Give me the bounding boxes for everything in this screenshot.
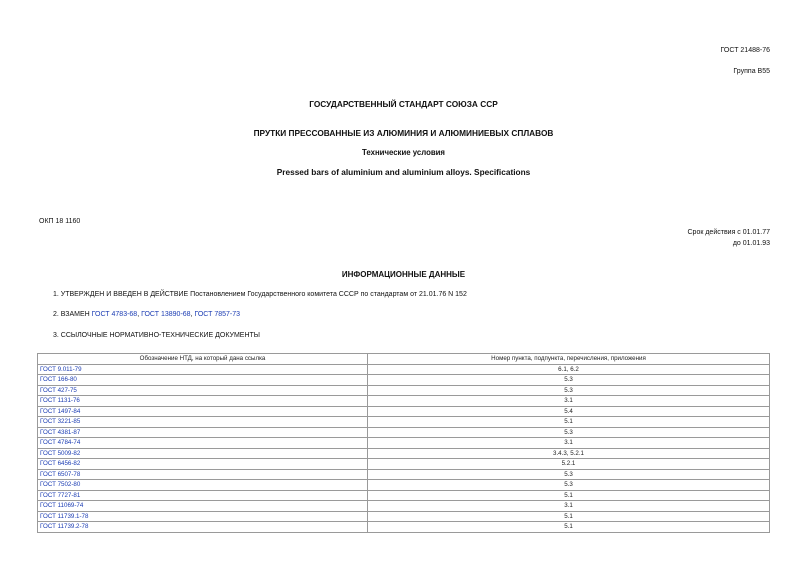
reference-documents-table	[37, 353, 770, 533]
ntd-cell	[38, 522, 368, 533]
gost-link[interactable]: ГОСТ 7502-80	[40, 481, 81, 488]
table-row	[38, 438, 770, 449]
table-row	[38, 522, 770, 533]
ntd-cell	[38, 406, 368, 417]
table-row	[38, 396, 770, 407]
table-row	[38, 490, 770, 501]
clause-cell: 5.4	[368, 406, 770, 417]
validity-to: до 01.01.93	[732, 240, 770, 247]
gost-link[interactable]: ГОСТ 11739.2-78	[40, 523, 89, 530]
gost-link[interactable]: ГОСТ 4784-74	[40, 439, 81, 446]
ntd-cell	[38, 417, 368, 428]
table-row	[38, 511, 770, 522]
ntd-cell	[38, 511, 368, 522]
clause-cell: 5.2.1	[368, 459, 770, 470]
replaced-gost-link[interactable]: ГОСТ 13890-68	[141, 311, 191, 318]
clause-cell: 5.3	[368, 375, 770, 386]
document-subtitle: Технические условия	[362, 148, 445, 157]
clause-cell: 3.1	[368, 396, 770, 407]
gost-link[interactable]: ГОСТ 11739.1-78	[40, 512, 89, 520]
gost-link[interactable]: ГОСТ 1497-84	[40, 407, 81, 415]
clause-cell: 5.1	[368, 522, 770, 533]
standard-title: ГОСУДАРСТВЕННЫЙ СТАНДАРТ СОЮЗА ССР	[309, 99, 498, 109]
info-item-1: 1. УТВЕРЖДЕН И ВВЕДЕН В ДЕЙСТВИЕ Постановлением Государственного комитета СССР по стандартам от 21.01.76 N 152	[53, 291, 467, 298]
info-heading: ИНФОРМАЦИОННЫЕ ДАННЫЕ	[341, 270, 466, 279]
info-item-2-prefix: 2. ВЗАМЕН	[53, 311, 90, 318]
clause-cell: 3.1	[368, 438, 770, 449]
validity-from: Срок действия с 01.01.77	[687, 229, 770, 236]
ntd-cell	[38, 427, 368, 438]
clause-cell: 6.1, 6.2	[368, 364, 770, 375]
table-row	[38, 469, 770, 480]
gost-link[interactable]: ГОСТ 6456-82	[40, 460, 81, 467]
ntd-cell	[38, 448, 368, 459]
doc-number: ГОСТ 21488-76	[720, 47, 770, 54]
ntd-cell	[38, 396, 368, 407]
table-row	[38, 448, 770, 459]
ntd-cell	[38, 490, 368, 501]
clause-cell: 5.1	[368, 490, 770, 501]
ntd-cell	[38, 364, 368, 375]
clause-cell: 5.3	[368, 469, 770, 480]
gost-link[interactable]: ГОСТ 9.011-79	[40, 365, 82, 373]
clause-cell: 3.1	[368, 501, 770, 512]
clause-cell: 5.1	[368, 417, 770, 428]
table-row	[38, 417, 770, 428]
gost-link[interactable]: ГОСТ 4381-87	[40, 428, 81, 436]
gost-link[interactable]: ГОСТ 1131-76	[40, 397, 80, 404]
replaced-gost-link[interactable]: ГОСТ 4783-68	[91, 311, 138, 318]
table-header-row	[38, 354, 770, 365]
document-title-en: Pressed bars of aluminium and aluminium alloys. Specifications	[276, 167, 531, 177]
ntd-cell	[38, 438, 368, 449]
info-item-3: 3. ССЫЛОЧНЫЕ НОРМАТИВНО-ТЕХНИЧЕСКИЕ ДОКУМЕНТЫ	[53, 332, 260, 339]
ntd-cell	[38, 480, 368, 491]
ntd-cell	[38, 459, 368, 470]
table-row	[38, 406, 770, 417]
clause-cell: 3.4.3, 5.2.1	[368, 448, 770, 459]
ntd-cell	[38, 385, 368, 396]
table-row	[38, 459, 770, 470]
table-row	[38, 385, 770, 396]
table-row	[38, 375, 770, 386]
table-row	[38, 427, 770, 438]
gost-link[interactable]: ГОСТ 7727-81	[40, 491, 81, 499]
gost-link[interactable]: ГОСТ 11069-74	[40, 502, 84, 509]
gost-link[interactable]: ГОСТ 427-75	[40, 386, 77, 394]
gost-link[interactable]: ГОСТ 6507-78	[40, 470, 81, 478]
replaced-gost-link[interactable]: ГОСТ 7857-73	[194, 311, 241, 318]
clause-cell: 5.3	[368, 427, 770, 438]
gost-link[interactable]: ГОСТ 3221-85	[40, 418, 81, 425]
ntd-cell	[38, 375, 368, 386]
column-header-clause: Номер пункта, подпункта, перечисления, приложения	[368, 354, 770, 365]
column-header-ntd: Обозначение НТД, на который дана ссылка	[38, 354, 368, 365]
okp-code: ОКП 18 1160	[39, 218, 81, 225]
document-title: ПРУТКИ ПРЕССОВАННЫЕ ИЗ АЛЮМИНИЯ И АЛЮМИНИЕВЫХ СПЛАВОВ	[253, 128, 554, 138]
gost-link[interactable]: ГОСТ 166-80	[40, 376, 77, 383]
table-row	[38, 501, 770, 512]
group-code: Группа В55	[733, 68, 770, 75]
clause-cell: 5.3	[368, 385, 770, 396]
ntd-cell	[38, 469, 368, 480]
clause-cell: 5.1	[368, 511, 770, 522]
info-item-2: 2. ВЗАМЕН ГОСТ 4783-68, ГОСТ 13890-68, ГОСТ 7857-73	[53, 311, 241, 318]
ntd-cell	[38, 501, 368, 512]
gost-link[interactable]: ГОСТ 5009-82	[40, 449, 81, 457]
table-row	[38, 480, 770, 491]
table-row	[38, 364, 770, 375]
clause-cell: 5.3	[368, 480, 770, 491]
